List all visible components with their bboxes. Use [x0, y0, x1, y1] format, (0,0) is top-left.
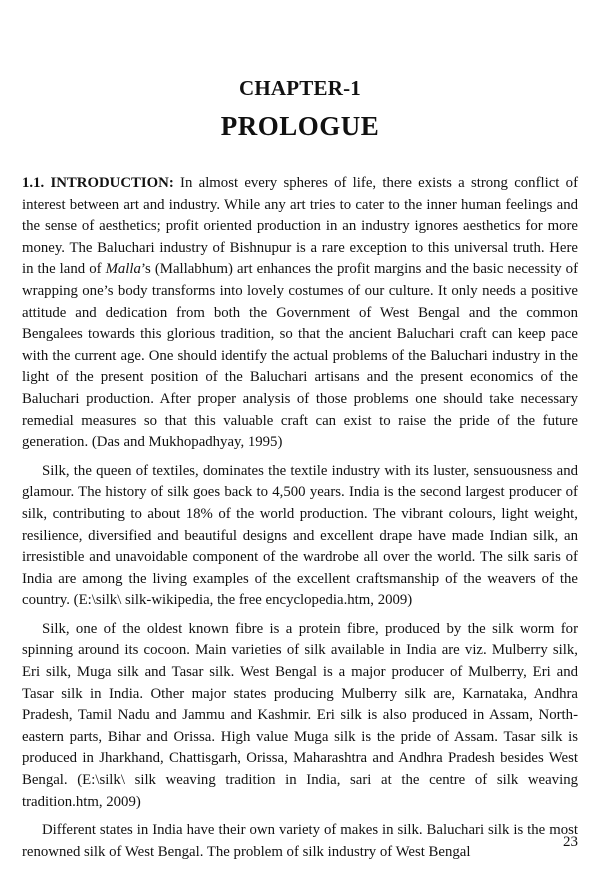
chapter-label: CHAPTER-1	[239, 76, 361, 100]
emphasis-text: Malla	[105, 261, 141, 278]
paragraph-introduction	[22, 173, 578, 454]
page-number: 23	[563, 834, 578, 850]
body-text	[22, 173, 578, 863]
paragraph-text: ’s (Mallabhum) art enhances the profit margins and the basic necessity of wrapping one’s body transforms into lovely costumes of our culture. It only needs a positive attitude and dedication from both the Government of West Bengal and the common Bengalees towards this glorious tradition, so that the ancient Baluchari craft can keep pace with the current age. One should identify the actual problems of the Baluchari industry in the light of the present position of the Baluchari artisans and the present economics of the Baluchari production. After proper analysis of those problems one should take necessary remedial measures so that this valuable craft can exist to raise the pride of the future generation. (Das and Mukhopadhyay, 1995)	[22, 261, 578, 451]
section-heading: 1.1. INTRODUCTION:	[22, 175, 174, 191]
paragraph-text: In almost every spheres of life, there exists a strong conflict of interest between art and industry. While any art tries to cater to the inner human feelings and the sense of aesthetics; profit oriented production in an industry ignores aesthetics for more money. The Baluchari industry of Bishnupur is a rare exception to this universal truth. Here in the land of	[22, 175, 578, 278]
chapter-title: PROLOGUE	[220, 111, 380, 141]
paragraph-silk-varieties: Silk, one of the oldest known fibre is a protein fibre, produced by the silk worm for spinning around its cocoon. Main varieties of silk available in India are viz. Mulberry silk, Eri silk, Muga silk and Tasar silk. West Bengal is a major producer of Mulberry, Eri and Tasar silk in India. Other major states producing Mulberry silk are, Karnataka, Andhra Pradesh, Tamil Nadu and Jammu and Kashmir. Eri silk is also produced in Assam, North-eastern parts, Bihar and Orissa. High value Muga silk is the pride of Assam. Tasar silk is produced in Jharkhand, Chattisgarh, Orissa, Maharashtra and Andhra Pradesh besides West Bengal. (E:\silk\ silk weaving tradition in India, sari at the centre of silk weaving tradition.htm, 2009)	[22, 620, 578, 810]
paragraph-silk-queen: Silk, the queen of textiles, dominates the textile industry with its luster, sensuousness and glamour. The history of silk goes back to 4,500 years. India is the second largest producer of silk, contributing to about 18% of the world production. The vibrant colours, light weight, resilience, diversified and beautiful designs and excellent drape have made Indian silk, an irresistible and unavoidable component of the wardrobe all over the world. The silk saris of India are among the living examples of the excellent craftsmanship of the weavers of the country. (E:\silk\ silk-wikipedia, the free encyclopedia.htm, 2009)	[22, 462, 578, 609]
paragraph-states: Different states in India have their own variety of makes in silk. Baluchari silk is the most renowned silk of West Bengal. The problem of silk industry of West Bengal	[22, 822, 578, 860]
